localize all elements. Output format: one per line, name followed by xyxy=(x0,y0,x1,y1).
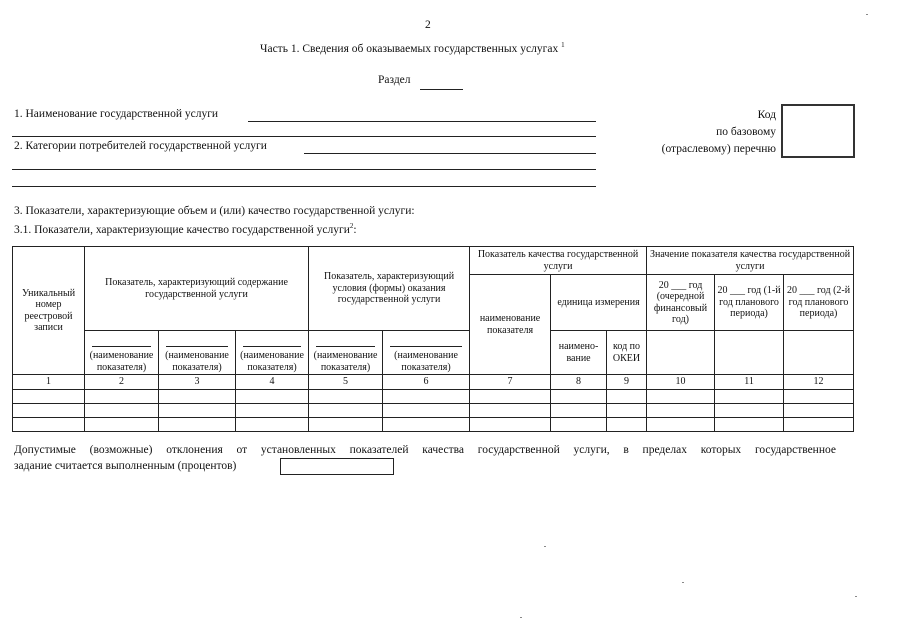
sub-indicator-name-6 xyxy=(383,331,470,375)
column-number: 11 xyxy=(715,375,784,390)
quality-indicators-table xyxy=(12,246,854,432)
sub-indicator-name-5 xyxy=(309,331,383,375)
header-unique-number: Уникальный номер реестровой записи xyxy=(13,247,85,375)
sub-label-2: (наименование показателя) xyxy=(86,346,157,373)
header-content-indicator: Показатель, характеризующий содержание государственной услуги xyxy=(85,247,309,331)
table-cell[interactable] xyxy=(159,403,236,417)
page-number: 2 xyxy=(425,19,431,31)
table-cell[interactable] xyxy=(784,417,854,431)
table-cell[interactable] xyxy=(715,389,784,403)
sub-indicator-name-2 xyxy=(85,331,159,375)
value-cell-year-1 xyxy=(647,331,715,375)
column-number: 12 xyxy=(784,375,854,390)
code-label-line3: (отраслевому) перечню xyxy=(661,143,776,155)
header-unit: единица измерения xyxy=(551,275,647,331)
table-row[interactable] xyxy=(13,403,854,417)
table-cell[interactable] xyxy=(236,389,309,403)
scan-speck xyxy=(682,582,684,583)
field-consumers-line[interactable] xyxy=(304,153,596,154)
column-numbers-row xyxy=(13,375,854,390)
table-cell[interactable] xyxy=(13,417,85,431)
column-number: 8 xyxy=(551,375,607,390)
header-unit-code: код по ОКЕИ xyxy=(607,331,647,375)
column-number: 2 xyxy=(85,375,159,390)
column-number: 3 xyxy=(159,375,236,390)
item-3: 3. Показатели, характеризующие объем и (или) качество государственной услуги: xyxy=(14,205,415,217)
table-cell[interactable] xyxy=(551,403,607,417)
sub-indicator-name-4 xyxy=(236,331,309,375)
table-row[interactable] xyxy=(13,389,854,403)
table-cell[interactable] xyxy=(647,417,715,431)
table-cell[interactable] xyxy=(383,403,470,417)
table-cell[interactable] xyxy=(159,389,236,403)
table-cell[interactable] xyxy=(470,389,551,403)
sub-label-6: (наименование показателя) xyxy=(384,346,468,373)
item-3-1-footnote: 2 xyxy=(349,222,354,230)
code-box[interactable] xyxy=(781,104,855,158)
deviation-percent-box[interactable] xyxy=(280,458,394,475)
field-service-name-line[interactable] xyxy=(248,121,596,122)
section-number-line[interactable] xyxy=(420,89,463,90)
scan-speck xyxy=(544,546,546,547)
column-number: 10 xyxy=(647,375,715,390)
item-3-1-text: 3.1. Показатели, характеризующие качество государственной услуги xyxy=(14,223,350,236)
table-cell[interactable] xyxy=(383,417,470,431)
value-cell-year-2 xyxy=(715,331,784,375)
header-quality-indicator: Показатель качества государственной услуги xyxy=(470,247,647,275)
field-consumers-line-2[interactable] xyxy=(12,169,596,170)
table-cell[interactable] xyxy=(236,417,309,431)
code-label-line1: Код xyxy=(757,109,776,121)
column-number: 4 xyxy=(236,375,309,390)
table-cell[interactable] xyxy=(236,403,309,417)
scan-speck xyxy=(855,596,857,597)
part-title-text: Часть 1. Сведения об оказываемых государственных услугах xyxy=(260,42,559,55)
field-service-name-label: 1. Наименование государственной услуги xyxy=(14,108,219,120)
part-title xyxy=(260,41,565,55)
table-cell[interactable] xyxy=(85,389,159,403)
table-cell[interactable] xyxy=(551,417,607,431)
sub-label-5: (наименование показателя) xyxy=(310,346,381,373)
item-3-1 xyxy=(14,222,357,236)
table-cell[interactable] xyxy=(647,403,715,417)
table-cell[interactable] xyxy=(470,403,551,417)
table-cell[interactable] xyxy=(13,403,85,417)
header-year-1: 20 ___ год (очередной финансовый год) xyxy=(647,275,715,331)
table-cell[interactable] xyxy=(309,403,383,417)
table-cell[interactable] xyxy=(159,417,236,431)
header-conditions-indicator: Показатель, характеризующий условия (формы) оказания государственной услуги xyxy=(309,247,470,331)
column-number: 9 xyxy=(607,375,647,390)
table-row[interactable] xyxy=(13,417,854,431)
column-number: 7 xyxy=(470,375,551,390)
part-title-footnote: 1 xyxy=(561,41,565,49)
table-cell[interactable] xyxy=(715,417,784,431)
header-quality-value: Значение показателя качества государственной услуги xyxy=(647,247,854,275)
table-cell[interactable] xyxy=(784,403,854,417)
table-cell[interactable] xyxy=(85,417,159,431)
table-cell[interactable] xyxy=(85,403,159,417)
item-3-1-colon: : xyxy=(353,223,357,236)
header-indicator-name: наименование показателя xyxy=(470,275,551,375)
table-cell[interactable] xyxy=(309,417,383,431)
column-number: 6 xyxy=(383,375,470,390)
deviation-text-line-2: задание считается выполненным (процентов) xyxy=(14,460,237,472)
section-label: Раздел xyxy=(378,74,411,86)
field-consumers-line-3[interactable] xyxy=(12,186,596,187)
table-cell[interactable] xyxy=(784,389,854,403)
column-number: 1 xyxy=(13,375,85,390)
table-cell[interactable] xyxy=(607,403,647,417)
table-cell[interactable] xyxy=(715,403,784,417)
scan-speck xyxy=(866,14,868,15)
header-unit-name: наимено-вание xyxy=(551,331,607,375)
table-cell[interactable] xyxy=(383,389,470,403)
header-year-3: 20 ___ год (2-й год планового периода) xyxy=(784,275,854,331)
column-number: 5 xyxy=(309,375,383,390)
table-cell[interactable] xyxy=(647,389,715,403)
field-service-name-line-2[interactable] xyxy=(12,136,596,137)
sub-indicator-name-3 xyxy=(159,331,236,375)
table-cell[interactable] xyxy=(13,389,85,403)
deviation-text-line-1: Допустимые (возможные) отклонения от установленных показателей качества государственной услуги, в пределах которых государственное xyxy=(14,444,836,456)
table-cell[interactable] xyxy=(309,389,383,403)
value-cell-year-3 xyxy=(784,331,854,375)
field-consumers-label: 2. Категории потребителей государственной услуги xyxy=(14,140,267,152)
table-cell[interactable] xyxy=(470,417,551,431)
sub-label-3: (наименование показателя) xyxy=(160,346,234,373)
sub-label-4: (наименование показателя) xyxy=(237,346,307,373)
scan-speck xyxy=(520,617,522,618)
code-label-line2: по базовому xyxy=(716,126,776,138)
header-year-2: 20 ___ год (1-й год планового периода) xyxy=(715,275,784,331)
table-cell[interactable] xyxy=(551,389,607,403)
table-cell[interactable] xyxy=(607,417,647,431)
code-label xyxy=(640,107,776,158)
table-cell[interactable] xyxy=(607,389,647,403)
